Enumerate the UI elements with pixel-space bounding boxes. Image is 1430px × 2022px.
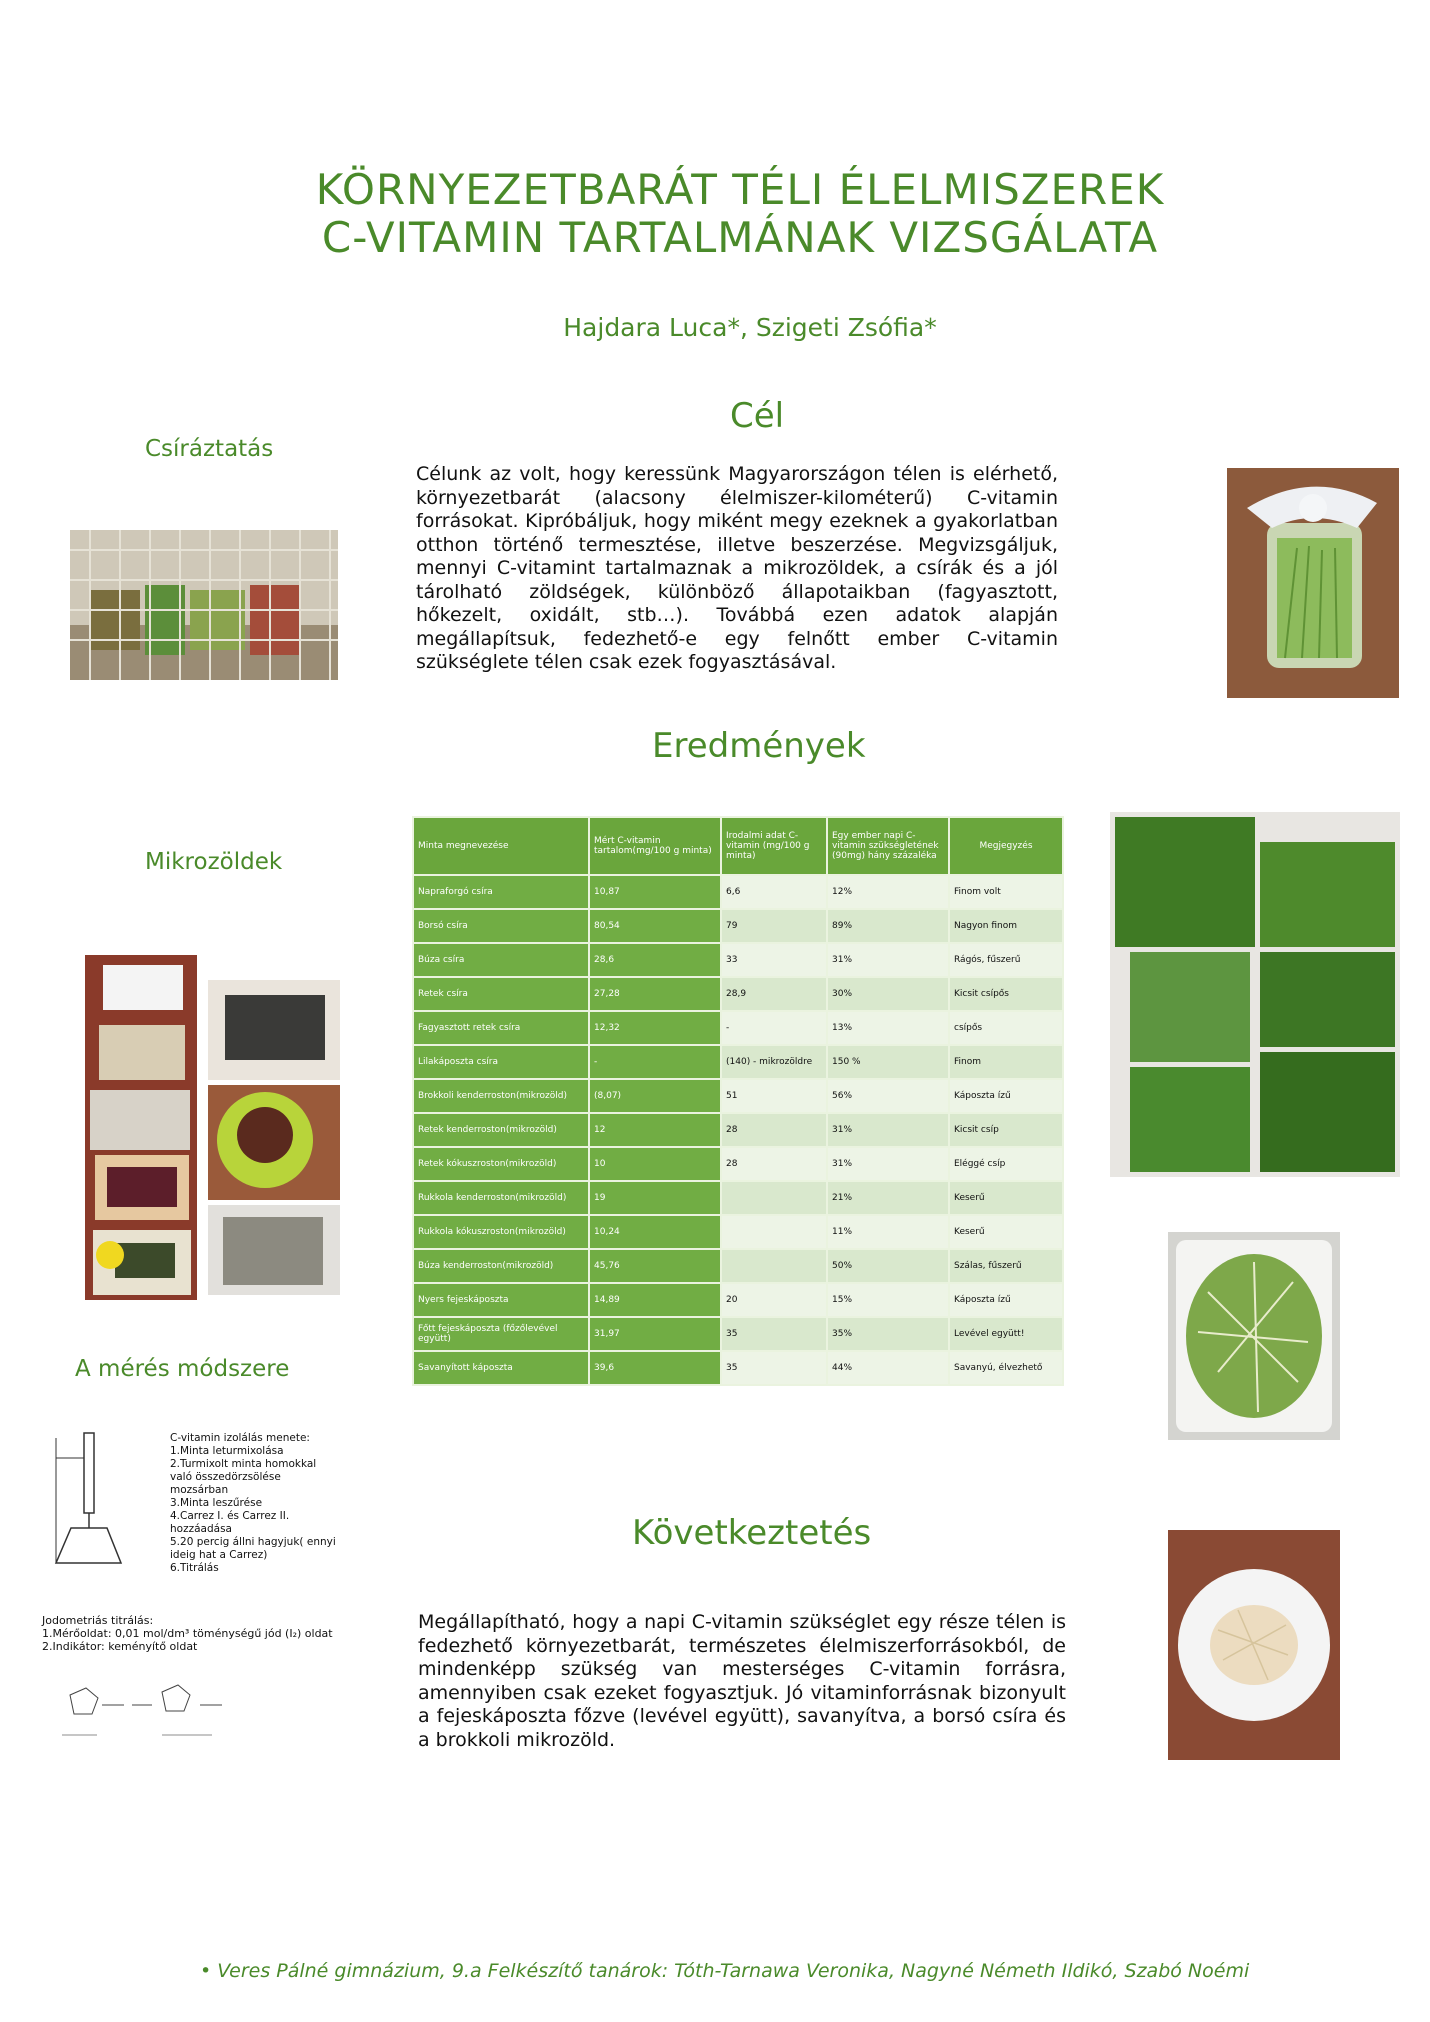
cell-note: Rágós, fűszerű <box>950 944 1062 976</box>
results-table <box>412 816 1064 1386</box>
title-line-1: KÖRNYEZETBARÁT TÉLI ÉLELMISZEREK <box>315 165 1165 214</box>
cell-sample: Búza csíra <box>414 944 588 976</box>
cell-percent: 150 % <box>828 1046 948 1078</box>
titration-title: Jodometriás titrálás: <box>42 1614 154 1627</box>
isolation-step: 3.Minta leszűrése <box>170 1497 263 1509</box>
cell-percent: 44% <box>828 1352 948 1384</box>
cell-note: Levével együtt! <box>950 1318 1062 1350</box>
microgreens-process-photos <box>85 955 340 1300</box>
isolation-step: 4.Carrez I. és Carrez II. hozzáadása <box>170 1510 290 1535</box>
cell-measured: - <box>590 1046 720 1078</box>
cell-sample: Borsó csíra <box>414 910 588 942</box>
table-row <box>414 876 1062 908</box>
cell-literature: 28,9 <box>722 978 826 1010</box>
cell-percent: 56% <box>828 1080 948 1112</box>
col-header-sample: Minta megnevezése <box>414 818 588 874</box>
cell-note: Finom <box>950 1046 1062 1078</box>
table-row <box>414 1318 1062 1350</box>
cell-literature: 28 <box>722 1114 826 1146</box>
cell-percent: 21% <box>828 1182 948 1214</box>
cell-measured: 45,76 <box>590 1250 720 1282</box>
microgreens-heading: Mikrozöldek <box>145 849 283 875</box>
cell-note: Káposzta ízű <box>950 1284 1062 1316</box>
cell-measured: 31,97 <box>590 1318 720 1350</box>
cell-percent: 35% <box>828 1318 948 1350</box>
cell-measured: 10,24 <box>590 1216 720 1248</box>
cell-sample: Retek kókuszroston(mikrozöld) <box>414 1148 588 1180</box>
conclusion-text: Megállapítható, hogy a napi C-vitamin szükséglet egy része télen is fedezhető környezetbarát, természetes élelmiszerforrásokból, de mindenképp szükség van mesterséges C-vitamin forrásra, amennyiben csak ezeket fogyasztjuk. Jó vitaminforrásnak bizonyult a fejeskáposzta főzve (levével együtt), savanyítva, a borsó csíra és a brokkoli mikrozöld. <box>418 1611 1066 1751</box>
table-header-row <box>414 818 1062 874</box>
cell-sample: Búza kenderroston(mikrozöld) <box>414 1250 588 1282</box>
cell-percent: 11% <box>828 1216 948 1248</box>
cell-note: Eléggé csíp <box>950 1148 1062 1180</box>
table-row <box>414 1148 1062 1180</box>
cell-note: Keserű <box>950 1182 1062 1214</box>
microgreens-tray-photo <box>1110 812 1400 1177</box>
table-row <box>414 1352 1062 1384</box>
conclusion-heading: Következtetés <box>632 1513 872 1553</box>
sprout-jar-photo <box>1227 468 1399 698</box>
results-heading: Eredmények <box>652 726 866 766</box>
cell-literature: 35 <box>722 1318 826 1350</box>
titration-apparatus-icon <box>36 1428 156 1568</box>
cell-percent: 13% <box>828 1012 948 1044</box>
table-row <box>414 1284 1062 1316</box>
cell-sample: Retek csíra <box>414 978 588 1010</box>
cell-percent: 30% <box>828 978 948 1010</box>
cell-note: Káposzta ízű <box>950 1080 1062 1112</box>
cell-note: Kicsit csíp <box>950 1114 1062 1146</box>
cell-measured: 19 <box>590 1182 720 1214</box>
cell-sample: Rukkola kenderroston(mikrozöld) <box>414 1182 588 1214</box>
cell-percent: 15% <box>828 1284 948 1316</box>
cell-measured: 10 <box>590 1148 720 1180</box>
cell-sample: Savanyított káposzta <box>414 1352 588 1384</box>
cell-literature: - <box>722 1012 826 1044</box>
cell-sample: Nyers fejeskáposzta <box>414 1284 588 1316</box>
footer-credits: • Veres Pálné gimnázium, 9.a Felkészítő tanárok: Tóth-Tarnawa Veronika, Nagyné Németh Ildikó, Szabó Noémi <box>200 1960 1250 1982</box>
isolation-steps <box>170 1432 340 1575</box>
cell-sample: Főtt fejeskáposzta (főzőlevével együtt) <box>414 1318 588 1350</box>
cell-percent: 31% <box>828 1114 948 1146</box>
authors: Hajdara Luca*, Szigeti Zsófia* <box>563 313 937 342</box>
goal-heading: Cél <box>730 396 785 436</box>
cell-literature: (140) - mikrozöldre <box>722 1046 826 1078</box>
cell-sample: Lilakáposzta csíra <box>414 1046 588 1078</box>
isolation-step: 5.20 percig állni hagyjuk( ennyi ideig hat a Carrez) <box>170 1536 336 1561</box>
cell-note: Nagyon finom <box>950 910 1062 942</box>
poster-title <box>0 166 1430 262</box>
col-header-measured: Mért C-vitamin tartalom(mg/100 g minta) <box>590 818 720 874</box>
goal-text: Célunk az volt, hogy keressünk Magyarországon télen is elérhető, környezetbarát (alacsony élelmiszer-kilométerű) C-vitamin forrásokat. Kipróbáljuk, hogy miként megy ezeknek a gyakorlatban otthon történő termesztése, illetve beszerzése. Megvizsgáljuk, mennyi C-vitamint tartalmaznak a mikrozöldek, a csírák és a jól tárolható zöldségek, különböző állapotaikban (fagyasztott, hőkezelt, oxidált, stb…). Továbbá ezen adatok alapján megállapítsuk, fedezhető-e egy felnőtt ember C-vitamin szükséglete télen csak ezek fogyasztásával. <box>416 463 1058 673</box>
cell-literature <box>722 1182 826 1214</box>
results-table-wrap <box>412 816 1064 1386</box>
cell-literature <box>722 1216 826 1248</box>
cell-measured: 12 <box>590 1114 720 1146</box>
cell-measured: 10,87 <box>590 876 720 908</box>
table-row <box>414 1250 1062 1282</box>
cell-note: Finom volt <box>950 876 1062 908</box>
cell-percent: 12% <box>828 876 948 908</box>
col-header-percent: Egy ember napi C-vitamin szükségletének (90mg) hány százaléka <box>828 818 948 874</box>
cell-literature: 79 <box>722 910 826 942</box>
cell-sample: Napraforgó csíra <box>414 876 588 908</box>
cell-note: csípős <box>950 1012 1062 1044</box>
titration-indicator: 2.Indikátor: keményítő oldat <box>42 1640 198 1653</box>
table-row <box>414 1046 1062 1078</box>
isolation-step: 1.Minta leturmixolása <box>170 1445 284 1457</box>
cell-note: Keserű <box>950 1216 1062 1248</box>
table-row <box>414 1114 1062 1146</box>
cell-sample: Brokkoli kenderroston(mikrozöld) <box>414 1080 588 1112</box>
table-row <box>414 1012 1062 1044</box>
col-header-note: Megjegyzés <box>950 818 1062 874</box>
table-row <box>414 1182 1062 1214</box>
titration-info <box>42 1614 362 1653</box>
cell-sample: Rukkola kókuszroston(mikrozöld) <box>414 1216 588 1248</box>
cell-literature: 20 <box>722 1284 826 1316</box>
cell-measured: 12,32 <box>590 1012 720 1044</box>
cell-literature: 35 <box>722 1352 826 1384</box>
table-row <box>414 944 1062 976</box>
cell-measured: 80,54 <box>590 910 720 942</box>
cell-literature: 28 <box>722 1148 826 1180</box>
cell-literature <box>722 1250 826 1282</box>
cell-percent: 31% <box>828 944 948 976</box>
cell-measured: 27,28 <box>590 978 720 1010</box>
cabbage-plate-photo <box>1168 1530 1340 1760</box>
cell-note: Savanyú, élvezhető <box>950 1352 1062 1384</box>
cell-percent: 89% <box>828 910 948 942</box>
title-line-2: C-VITAMIN TARTALMÁNAK VIZSGÁLATA <box>321 213 1159 262</box>
cell-percent: 31% <box>828 1148 948 1180</box>
method-heading: A mérés módszere <box>75 1356 290 1382</box>
titration-solution: 1.Mérőoldat: 0,01 mol/dm³ töménységű jód (I₂) oldat <box>42 1627 333 1640</box>
col-header-literature: Irodalmi adat C-vitamin (mg/100 g minta) <box>722 818 826 874</box>
sprouting-heading: Csíráztatás <box>145 436 274 462</box>
cell-literature: 6,6 <box>722 876 826 908</box>
isolation-title: C-vitamin izolálás menete: <box>170 1432 310 1444</box>
isolation-step: 2.Turmixolt minta homokkal való összedörzsölése mozsárban <box>170 1458 317 1496</box>
cell-literature: 33 <box>722 944 826 976</box>
table-row <box>414 978 1062 1010</box>
table-row <box>414 1080 1062 1112</box>
cell-literature: 51 <box>722 1080 826 1112</box>
cell-measured: 14,89 <box>590 1284 720 1316</box>
table-row <box>414 1216 1062 1248</box>
reaction-scheme-icon <box>52 1680 242 1750</box>
isolation-step: 6.Titrálás <box>170 1562 219 1574</box>
cell-measured: 28,6 <box>590 944 720 976</box>
cell-measured: 39,6 <box>590 1352 720 1384</box>
cell-sample: Retek kenderroston(mikrozöld) <box>414 1114 588 1146</box>
cell-percent: 50% <box>828 1250 948 1282</box>
table-row <box>414 910 1062 942</box>
cell-sample: Fagyasztott retek csíra <box>414 1012 588 1044</box>
sprouting-rack-photo <box>70 530 338 680</box>
cell-note: Szálas, fűszerű <box>950 1250 1062 1282</box>
sprouts-bowl-photo <box>1168 1232 1340 1440</box>
cell-note: Kicsit csípős <box>950 978 1062 1010</box>
cell-measured: (8,07) <box>590 1080 720 1112</box>
